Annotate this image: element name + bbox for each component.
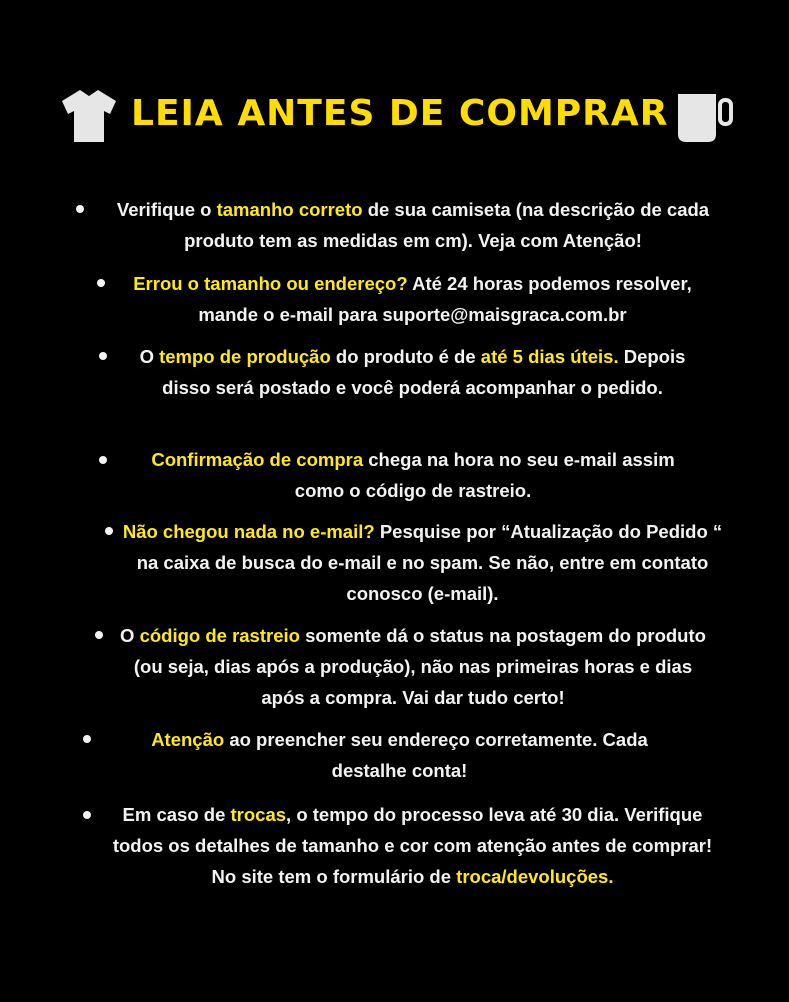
- body-text: Verifique o: [116, 199, 217, 220]
- list-item: [120, 516, 725, 609]
- body-text: do produto é de: [330, 346, 481, 367]
- highlighted-text: Atenção: [151, 729, 225, 750]
- bullet-dot: [99, 456, 107, 464]
- highlighted-text: até 5 dias úteis.: [480, 346, 619, 367]
- body-text: de sua camiseta (na descrição de cada produto tem as medidas em cm). Veja com Atenção!: [184, 199, 710, 251]
- bullet-dot: [83, 811, 91, 819]
- list-item: [128, 444, 698, 506]
- body-text: somente dá o status na postagem do produto (ou seja, dias após a produção), não nas primeiras horas e dias após a compra. Vai dar tudo certo!: [133, 625, 706, 708]
- list-item: [108, 194, 718, 256]
- highlighted-text: Errou o tamanho ou endereço?: [133, 273, 408, 294]
- list-item: [110, 799, 715, 892]
- body-text: Depois disso será postado e você poderá acompanhar o pedido.: [162, 346, 686, 398]
- page-title: LEIA ANTES DE COMPRAR: [131, 93, 669, 134]
- bullet-dot: [99, 352, 107, 360]
- highlighted-text: tempo de produção: [159, 346, 331, 367]
- list-item: [125, 268, 700, 330]
- bullet-dot: [83, 735, 91, 743]
- body-text: O: [139, 346, 160, 367]
- body-text: ao preencher seu endereço corretamente. Cada destalhe conta!: [224, 729, 648, 781]
- body-text: , o tempo do processo leva até 30 dia. Verifique todos os detalhes de tamanho e cor com atenção antes de comprar! No site tem o formulário de: [112, 804, 713, 887]
- body-text: chega na hora no seu e-mail assim como o código de rastreio.: [294, 449, 675, 501]
- highlighted-text: Não chegou nada no e-mail?: [122, 521, 375, 542]
- list-item: [112, 724, 687, 786]
- body-text: Pesquise por “Atualização do Pedido “ na caixa de busca do e-mail e no spam. Se não, entre em contato conosco (e-mail).: [136, 521, 723, 604]
- highlighted-text: Confirmação de compra: [151, 449, 364, 470]
- list-item: [135, 341, 690, 403]
- body-text: Em caso de: [122, 804, 231, 825]
- body-text: O: [120, 625, 140, 646]
- highlighted-text: troca/devoluções.: [456, 866, 614, 887]
- body-text: Até 24 horas podemos resolver, mande o e-mail para suporte@maisgraca.com.br: [198, 273, 692, 325]
- bullet-dot: [105, 527, 113, 535]
- list-item: [118, 620, 708, 713]
- bullet-dot: [95, 631, 103, 639]
- highlighted-text: trocas: [230, 804, 287, 825]
- highlighted-text: código de rastreio: [139, 625, 300, 646]
- bullet-dot: [76, 205, 84, 213]
- bullet-dot: [97, 279, 105, 287]
- highlighted-text: tamanho correto: [216, 199, 363, 220]
